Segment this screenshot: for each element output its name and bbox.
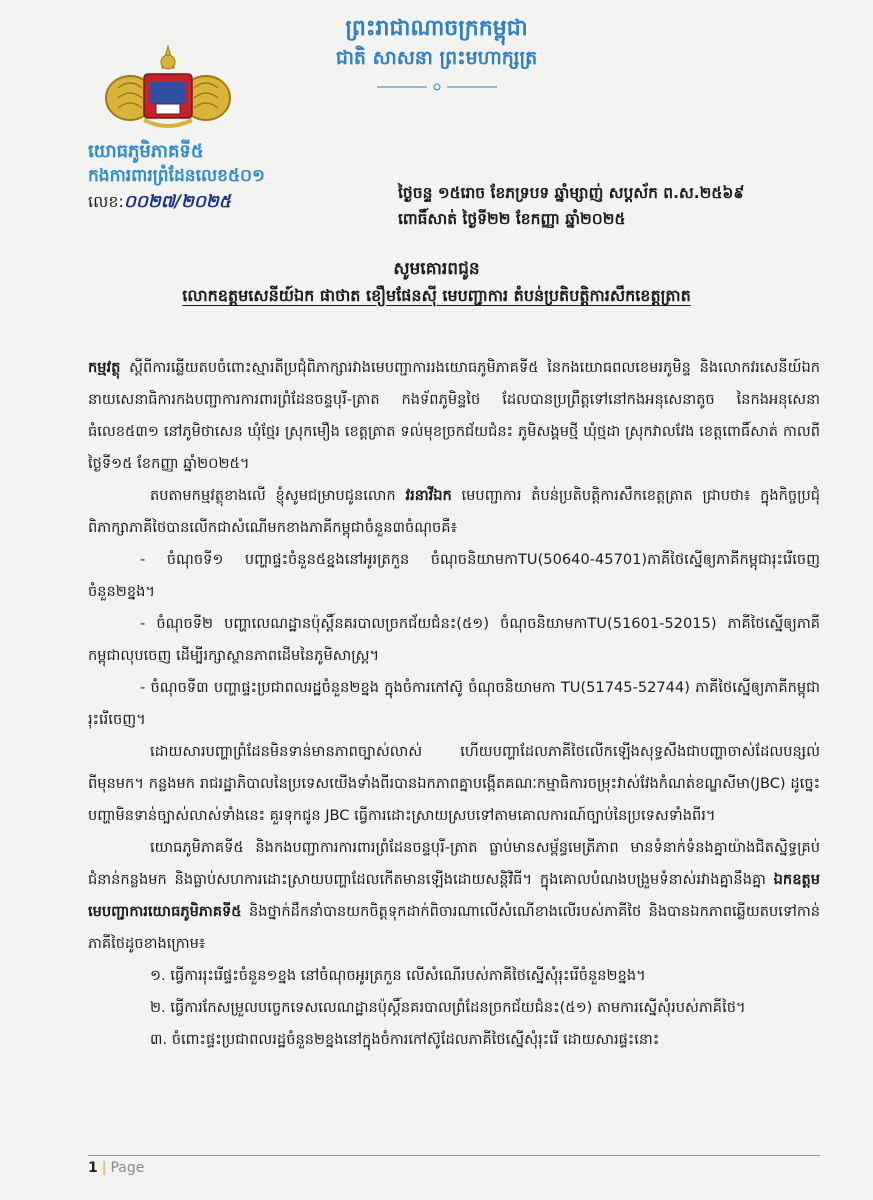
subject-paragraph [88, 352, 820, 480]
paragraph-4 [88, 832, 820, 960]
salutation [0, 256, 873, 310]
page-label: Page [110, 1160, 145, 1176]
point-3: - ចំណុចទី៣ បញ្ហាផ្ទះប្រជាពលរដ្ឋចំនួន២ខ្នង ក្នុងចំការកៅស៊ូ ចំណុចនិយាមកា TU(51745-52744) ភាគីថៃស្នើឲ្យភាគីកម្ពុជារុះរើចេញ។ [88, 679, 820, 728]
paragraph-3: ដោយសារបញ្ហាព្រំដែនមិនទាន់មានភាពច្បាស់លាស់ ហើយបញ្ហាដែលភាគីថៃលើកឡើងសុទ្ធសឹងជាបញ្ហាចាស់ដែលបន្សល់ពីមុនមក។ កន្លងមក រាជរដ្ឋាភិបាលនៃប្រទេសយើងទាំងពីរបានឯកភាពគ្នាបង្កើតគណៈកម្មាធិការចម្រុះវាស់វែងកំណត់ខណ្ឌសីមា(JBC) ដូច្នេះបញ្ហាមិនទាន់ច្បាស់លាស់ទាំងនេះ គួរទុកជូន JBC ធ្វើការដោះស្រាយស្របទៅតាមគោលការណ៍ច្បាប់នៃប្រទេសទាំងពីរ។ [88, 743, 820, 824]
reply-1: ១. ធ្វើការរុះរើផ្ទះចំនួន១ខ្នង នៅចំណុចអូរត្រកួន លើសំណើរបស់ភាគីថៃស្នើសុំរុះរើចំនួន២ខ្នង។ [150, 967, 646, 984]
reply-3: ៣. ចំពោះផ្ទះប្រជាពលរដ្ឋចំនួន២ខ្នងនៅក្នុងចំការកៅស៊ូដែលភាគីថៃស្នើសុំរុះរើ ដោយសារផ្ទះនោះ [150, 1031, 660, 1048]
unit-name: យោធភូមិភាគទី៥ [88, 141, 204, 162]
paragraph-4-text-b: និងថ្នាក់ដឹកនាំបានយកចិត្តទុកដាក់ពិចារណាលើសំណើខាងលើរបស់ភាគីថៃ និងបានឯកភាពឆ្លើយតបទៅកាន់ភាគីថៃដូចខាងក្រោម៖ [88, 903, 820, 952]
page-footer [88, 1155, 820, 1176]
salutation-line2: លោកឧត្តមសេនីយ៍ឯក ផាថាត ខឿមផែនស៊ី មេបញ្ជាការ តំបន់ប្រតិបត្តិការសឹកខេត្តត្រាត [182, 286, 691, 305]
subject-label: កម្មវត្ថុ [88, 359, 121, 376]
reference-value: ០០២៧/២០២៥ [123, 192, 231, 212]
paragraph-2-text-b: មេបញ្ជាការ តំបន់ប្រតិបត្តិការសឹកខេត្តត្រាត ជ្រាបថា៖ ក្នុងកិច្ចប្រជុំពិភាក្សាភាគីថៃបានលើកជាសំណើមកខាងភាគីកម្ពុជាចំនួន៣ចំណុចគឺ៖ [88, 487, 820, 536]
paragraph-2 [88, 480, 820, 544]
paragraph-2-text-a: តបតាមកម្មវត្ថុខាងលើ ខ្ញុំសូមជម្រាបជូនលោក [150, 487, 406, 504]
reply-2: ២. ធ្វើការកែសម្រួលបច្ចេកទេសលេណដ្ឋានប៉ុស្តិ៍នគរបាលព្រំដែនច្រកជ័យជំនះ(៥១) តាមការស្នើសុំរបស់ភាគីថៃ។ [150, 999, 746, 1016]
date-solar: ពោធិ៍សាត់ ថ្ងៃទី២២ ខែកញ្ញា ឆ្នាំ២០២៥ [398, 210, 626, 228]
commander-title: ឯកឧត្តម មេបញ្ជាការយោធភូមិភាគទី៥ [88, 871, 820, 920]
addressee-rank: វរនាវីឯក [405, 487, 452, 504]
date-lunar: ថ្ងៃចន្ទ ១៥រោច ខែភទ្របទ ឆ្នាំម្សាញ់ សប្តស័ក ព.ស.២៥៦៩ [398, 184, 745, 202]
subject-text: ស្តីពីការឆ្លើយតបចំពោះស្មារតីប្រជុំពិភាក្សារវាងមេបញ្ជាការរងយោធភូមិភាគទី៥ នៃកងយោធពលខេមរភូមិន្ទ និងលោកវរសេនីយ៍ឯកនាយសេនាធិការកងបញ្ជាការការពារព្រំដែនចន្ទបុរី-ត្រាត កងទ័ពភូមិន្ទថៃ ដែលបានប្រព្រឹត្តទៅនៅកងអនុសេនាតូច នៃកងអនុសេនាធំលេខ៥៣១ នៅភូមិថាសេន ឃុំថ្មែរ ស្រុកមឿង ខេត្តត្រាត ទល់មុខច្រកជ័យជំនះ ភូមិសង្គមថ្មី ឃុំថ្មដា ស្រុកវាលវែង ខេត្តពោធិ៍សាត់ កាលពីថ្ងៃទី១៥ ខែកញ្ញា ឆ្នាំ២០២៥។ [88, 359, 820, 472]
page-number: 1 [88, 1160, 98, 1176]
point-1: - ចំណុចទី១ បញ្ហាផ្ទះចំនួន៥ខ្នងនៅអូរត្រកួន ចំណុចនិយាមកាTU(50640-45701)ភាគីថៃស្នើឲ្យភាគីកម្ពុជារុះរើចេញចំនួន២ខ្នង។ [88, 551, 820, 600]
unit-block [88, 140, 265, 188]
footer-separator: | [101, 1160, 107, 1176]
unit-subname: កងការពារព្រំដែនលេខ៥០១ [88, 166, 265, 186]
point-2: - ចំណុចទី២ បញ្ហាលេណដ្ឋានប៉ុស្តិ៍នគរបាលច្រកជ័យជំនះ(៥១) ចំណុចនិយាមកាTU(51601-52015) ភាគីថៃស្នើឲ្យភាគីកម្ពុជាលុបចេញ ដើម្បីរក្សាស្ថានភាពដើមនៃភូមិសាស្ត្រ។ [88, 615, 820, 664]
paragraph-4-text-a: យោធភូមិភាគទី៥ និងកងបញ្ជាការការពារព្រំដែនចន្ទបុរី-ត្រាត ធ្លាប់មានសម្ព័ន្ធមេត្រីភាព មានទំនាក់ទំនងគ្នាយ៉ាងជិតស្និទ្ធគ្រប់ជំនាន់កន្លងមក និងធ្លាប់សហការដោះស្រាយបញ្ហាដែលកើតមានឡើងដោយសន្តិវិធី។ ក្នុងគោលបំណងបង្រួមទំនាស់រវាងគ្នានឹងគ្នា [88, 839, 820, 888]
reference-number [88, 190, 231, 214]
ornament-divider-icon [377, 82, 497, 92]
letter-body [88, 352, 820, 1056]
reference-label: លេខ: [88, 192, 124, 211]
military-emblem-icon [104, 40, 232, 136]
salutation-line1: សូមគោរពជូន [393, 259, 480, 279]
kingdom-title: ព្រះរាជាណាចក្រកម្ពុជា [345, 16, 528, 41]
national-motto: ជាតិ សាសនា ព្រះមហាក្សត្រ [335, 47, 538, 69]
date-block [398, 180, 744, 232]
